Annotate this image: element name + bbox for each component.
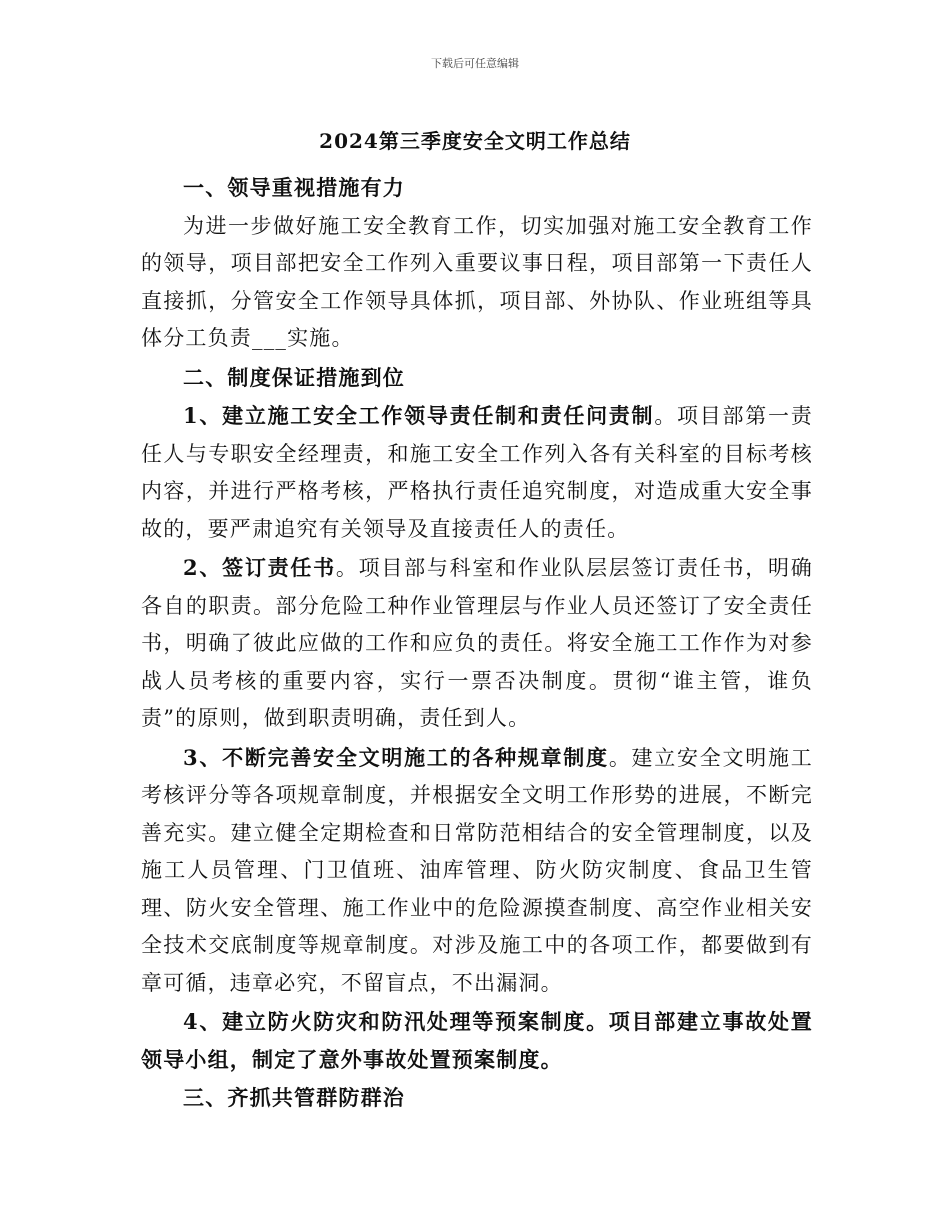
- item-3-lead: 3、不断完善安全文明施工的各种规章制度: [183, 744, 609, 770]
- item-1-lead: 1、建立施工安全工作领导责任制和责任问责制: [183, 403, 655, 428]
- item-1-text: 。项目部第一责任人与专职安全经理责，和施工安全工作列入各有关科室的目标考核内容，并进行严格考核，严格执行责任追究制度，对造成重大安全事故的，要严肃追究有关领导及直接责任人的责任。: [141, 404, 813, 541]
- section-2-item-2: [141, 549, 813, 738]
- section-2-heading: 二、制度保证措施到位: [183, 364, 405, 390]
- section-2-item-3: [141, 739, 813, 1003]
- item-2-text: 。项目部与科室和作业队层层签订责任书，明确各自的职责。部分危险工种作业管理层与作业人员还签订了安全责任书，明确了彼此应做的工作和应负的责任。将安全施工工作作为对参战人员考核的重要内容，实行一票否决制度。贯彻“谁主管，谁负责”的原则，做到职责明确，责任到人。: [141, 556, 813, 730]
- item-3-text: 。建立安全文明施工考核评分等各项规章制度，并根据安全文明工作形势的进展，不断完善充实。建立健全定期检查和日常防范相结合的安全管理制度，以及施工人员管理、门卫值班、油库管理、防火防灾制度、食品卫生管理、防火安全管理、施工作业中的危险源摸查制度、高空作业相关安全技术交底制度等规章制度。对涉及施工中的各项工作，都要做到有章可循，违章必究，不留盲点，不出漏洞。: [141, 745, 813, 995]
- document-body: [141, 168, 813, 1117]
- header-note: 下载后可任意编辑: [431, 57, 519, 70]
- section-2-item-4: 4、建立防火防灾和防汛处理等预案制度。项目部建立事故处置领导小组，制定了意外事故处置预案制度。: [141, 1009, 813, 1072]
- section-1-paragraph: 为进一步做好施工安全教育工作，切实加强对施工安全教育工作的领导，项目部把安全工作列入重要议事日程，项目部第一下责任人直接抓，分管安全工作领导具体抓，项目部、外协队、作业班组等具体分工负责___实施。: [141, 213, 813, 350]
- document-title: 2024第三季度安全文明工作总结: [319, 129, 631, 153]
- item-2-lead: 2、签订责任书: [183, 555, 336, 580]
- section-3-heading: 三、齐抓共管群防群治: [183, 1085, 405, 1110]
- section-2-item-1: [141, 397, 813, 548]
- section-1-heading: 一、领导重视措施有力: [183, 175, 405, 200]
